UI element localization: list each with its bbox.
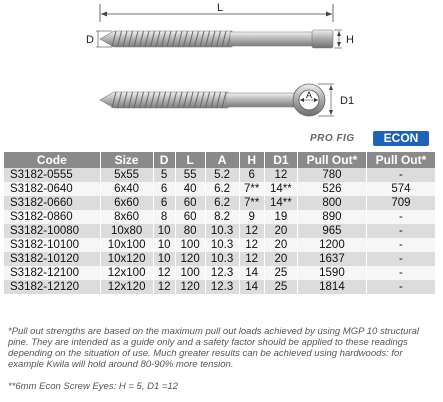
table-cell: 100 — [175, 266, 205, 280]
header-d1: D1 — [264, 152, 297, 168]
table-cell: 14 — [239, 280, 264, 294]
table-cell: S3182-0860 — [4, 210, 100, 224]
table-cell: 25 — [264, 266, 297, 280]
table-cell: 12 — [153, 266, 175, 280]
table-row — [4, 280, 436, 294]
table-cell: 10 — [153, 252, 175, 266]
table-cell: S3182-10120 — [4, 252, 100, 266]
table-cell: S3182-0640 — [4, 182, 100, 196]
table-row — [4, 196, 436, 210]
table-cell: 12 — [239, 238, 264, 252]
table-cell: S3182-12100 — [4, 266, 100, 280]
table-cell: 5.2 — [205, 168, 239, 182]
table-cell: 12 — [264, 168, 297, 182]
table-cell: 20 — [264, 224, 297, 238]
eye-outer-label: D1 — [340, 95, 355, 107]
table-cell: 10 — [153, 224, 175, 238]
eye-label: A — [305, 90, 313, 100]
table-row — [4, 238, 436, 252]
table-cell: 12x100 — [100, 266, 153, 280]
econ-note: **6mm Econ Screw Eyes: H = 5, D1 =12 — [8, 381, 179, 392]
screw-side-view — [100, 30, 333, 48]
table-cell: 40 — [175, 182, 205, 196]
header-l: L — [175, 152, 205, 168]
table-cell: 8.2 — [205, 210, 239, 224]
table-cell: 6 — [239, 168, 264, 182]
table-cell: 20 — [264, 238, 297, 252]
table-cell: - — [366, 168, 435, 182]
header-a: A — [205, 152, 239, 168]
table-cell: 7** — [239, 182, 264, 196]
table-cell: 1590 — [297, 266, 366, 280]
table-cell: 780 — [297, 168, 366, 182]
profig-logo: PRO FIG — [310, 133, 355, 144]
header-h: H — [239, 152, 264, 168]
table-cell: 10 — [153, 238, 175, 252]
table-cell: 14** — [264, 182, 297, 196]
pullout-note: *Pull out strengths are based on the maximum pull out loads achieved by using MGP 10 structural pine. They are intended as a guide only and a safety factor should be applied to these readings depending on the situation of use. Much greater results can be achieved using hardwoods: for example Kwila will hold around 80-90% more tension. — [8, 326, 420, 370]
table-cell: 8 — [153, 210, 175, 224]
table-cell: 12 — [239, 224, 264, 238]
table-cell: 12 — [153, 280, 175, 294]
table-cell: S3182-0660 — [4, 196, 100, 210]
table-cell: S3182-12120 — [4, 280, 100, 294]
header-d: D — [153, 152, 175, 168]
table-cell: 120 — [175, 280, 205, 294]
table-cell: 6x60 — [100, 196, 153, 210]
table-body — [4, 168, 436, 294]
table-cell: 5 — [153, 168, 175, 182]
table-cell: - — [366, 224, 435, 238]
screw-eye-view — [100, 84, 325, 116]
table-cell: 60 — [175, 196, 205, 210]
table-cell: S3182-10100 — [4, 238, 100, 252]
diameter-label: D — [86, 34, 94, 46]
table-cell: 965 — [297, 224, 366, 238]
table-cell: 10.3 — [205, 252, 239, 266]
table-row — [4, 182, 436, 196]
table-row — [4, 210, 436, 224]
screw-eye-diagram — [0, 0, 443, 150]
specifications-table — [4, 152, 436, 294]
header-pullout-econ: Pull Out* — [366, 152, 435, 168]
table-cell: 5x55 — [100, 168, 153, 182]
head-label: H — [346, 34, 354, 46]
length-label: L — [216, 2, 224, 14]
table-cell: 574 — [366, 182, 435, 196]
table-cell: 10x120 — [100, 252, 153, 266]
table-cell: 120 — [175, 252, 205, 266]
table-cell: 1637 — [297, 252, 366, 266]
table-header-row — [4, 152, 436, 168]
table-cell: - — [366, 210, 435, 224]
table-cell: 9 — [239, 210, 264, 224]
table-cell: 12.3 — [205, 266, 239, 280]
table-cell: 6 — [153, 182, 175, 196]
brand-logos — [0, 130, 443, 150]
table-cell: - — [366, 280, 435, 294]
table-cell: 19 — [264, 210, 297, 224]
table-cell: 55 — [175, 168, 205, 182]
table-cell: 10.3 — [205, 238, 239, 252]
table-cell: 890 — [297, 210, 366, 224]
header-size: Size — [100, 152, 153, 168]
table-cell: S3182-0555 — [4, 168, 100, 182]
table-cell: 709 — [366, 196, 435, 210]
header-pullout-profig: Pull Out* — [297, 152, 366, 168]
table-cell: - — [366, 252, 435, 266]
table-cell: 14 — [239, 266, 264, 280]
table-cell: 1200 — [297, 238, 366, 252]
table-cell: 6x40 — [100, 182, 153, 196]
table-cell: 25 — [264, 280, 297, 294]
table-cell: 800 — [297, 196, 366, 210]
table-cell: 14** — [264, 196, 297, 210]
table-cell: 12x120 — [100, 280, 153, 294]
table-cell: 20 — [264, 252, 297, 266]
table-cell: 80 — [175, 224, 205, 238]
table-cell: 8x60 — [100, 210, 153, 224]
table-cell: 12 — [239, 252, 264, 266]
header-code: Code — [4, 152, 100, 168]
table-cell: 10x100 — [100, 238, 153, 252]
table-cell: 1814 — [297, 280, 366, 294]
table-cell: 6.2 — [205, 196, 239, 210]
table-row — [4, 224, 436, 238]
length-dimension — [100, 2, 333, 22]
table-cell: 12.3 — [205, 280, 239, 294]
head-dimension — [334, 30, 354, 48]
table-cell: 100 — [175, 238, 205, 252]
table-row — [4, 168, 436, 182]
table-cell: 526 — [297, 182, 366, 196]
table-row — [4, 266, 436, 280]
table-cell: 6 — [153, 196, 175, 210]
table-cell: 60 — [175, 210, 205, 224]
table-cell: 7** — [239, 196, 264, 210]
table-cell: 10.3 — [205, 224, 239, 238]
table-cell: 6.2 — [205, 182, 239, 196]
table-cell: S3182-10080 — [4, 224, 100, 238]
econ-logo: ECON — [373, 131, 429, 146]
table-cell: - — [366, 238, 435, 252]
table-cell: 10x80 — [100, 224, 153, 238]
table-row — [4, 252, 436, 266]
table-cell: - — [366, 266, 435, 280]
